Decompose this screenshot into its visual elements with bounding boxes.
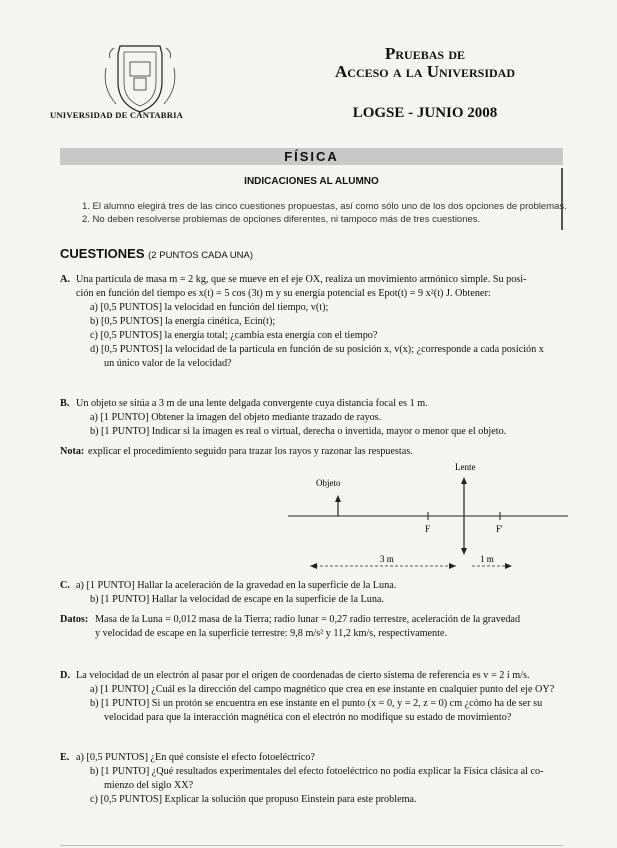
object-distance-label: 3 m <box>380 554 394 564</box>
object-distance-left-head <box>310 563 317 569</box>
question-c-data-line2: y velocidad de escape en la superficie terrestre: 9,8 m/s² y 11,2 km/s, respectivamente. <box>95 628 448 639</box>
lens-bottom-head <box>461 548 467 555</box>
question-c-data-label: Datos: <box>60 614 89 625</box>
exam-session: LOGSE - JUNIO 2008 <box>352 105 498 121</box>
question-c-letter: C. <box>60 580 70 591</box>
questions-heading-text: CUESTIONES <box>60 246 145 261</box>
question-a-line1: Una partícula de masa m = 2 kg, que se mueve en el eje OX, realiza un movimiento armónico simple. Su posi- <box>76 274 527 285</box>
lens-label: Lente <box>455 462 476 472</box>
question-d-line1: La velocidad de un electrón al pasar por el origen de coordenadas de cierto sistema de referencia es v = 2 i m/s. <box>76 670 530 681</box>
exam-title-line1: Pruebas de <box>385 44 465 63</box>
lens-ray-diagram <box>280 458 570 578</box>
page-bottom-rule <box>60 845 563 846</box>
question-c-data-line1: Masa de la Luna = 0,012 masa de la Tierra; radio lunar = 0,27 radio terrestre, aceleración de la gravedad <box>95 614 521 625</box>
focal-distance-label: 1 m <box>480 554 494 564</box>
instructions-box <box>60 168 567 230</box>
question-b-letter: B. <box>60 398 70 409</box>
focal-point-f-label: F <box>425 524 431 534</box>
object-label: Objeto <box>316 478 341 488</box>
object-arrow-head <box>335 495 341 502</box>
question-a-part-d-line2: un único valor de la velocidad? <box>104 358 232 369</box>
question-b-note: explicar el procedimiento seguido para trazar los rayos y razonar las respuestas. <box>88 446 413 457</box>
question-b-part-a: a) [1 PUNTO] Obtener la imagen del objeto mediante trazado de rayos. <box>90 412 382 423</box>
question-a-line2: ción en función del tiempo es x(t) = 5 cos (3t) m y su energía potencial es Epot(t) = 9 x²(t) J. Obtener: <box>76 288 491 299</box>
instruction-item: 1. El alumno elegirá tres de las cinco cuestiones propuestas, así como sólo uno de los dos opciones de problemas. <box>82 201 567 212</box>
question-e-part-a: a) [0,5 PUNTOS] ¿En qué consiste el efecto fotoeléctrico? <box>76 752 315 763</box>
question-e-part-c: c) [0,5 PUNTOS] Explicar la solución que propuso Einstein para este problema. <box>90 794 417 805</box>
object-distance-right-head <box>449 563 456 569</box>
question-d-part-b-line1: b) [1 PUNTO] Si un protón se encuentra en ese instante en el punto (x = 0, y = 2, z = 0) cm ¿cómo ha de ser su <box>90 698 543 709</box>
question-c-part-a: a) [1 PUNTO] Hallar la aceleración de la gravedad en la superficie de la Luna. <box>76 580 397 591</box>
focal-distance-right-head <box>505 563 512 569</box>
question-a-part-d-line1: d) [0,5 PUNTOS] la velocidad de la partícula en función de su posición x, v(x); ¿corresponde a cada posición x <box>90 344 544 355</box>
question-e-part-b-line2: mienzo del siglo XX? <box>104 780 194 791</box>
question-a-part-a: a) [0,5 PUNTOS] la velocidad en función del tiempo, v(t); <box>90 302 329 313</box>
question-b-part-b: b) [1 PUNTO] Indicar si la imagen es real o virtual, derecha o invertida, mayor o menor que el objeto. <box>90 426 507 437</box>
questions-heading <box>60 246 253 261</box>
lens-top-head <box>461 477 467 484</box>
question-d-part-a: a) [1 PUNTO] ¿Cuál es la dirección del campo magnético que crea en ese instante en cualquier punto del eje OY? <box>90 684 555 695</box>
question-d-part-b-line2: velocidad para que la interacción magnética con el electrón no modifique su estado de movimiento? <box>104 712 512 723</box>
subject-bar: FÍSICA <box>60 148 563 165</box>
university-name: UNIVERSIDAD DE CANTABRIA <box>50 110 184 120</box>
question-e-part-b-line1: b) [1 PUNTO] ¿Qué resultados experimentales del efecto fotoeléctrico no podía explicar la Física clásica al co- <box>90 766 544 777</box>
question-b-line1: Un objeto se sitúa a 3 m de una lente delgada convergente cuya distancia focal es 1 m. <box>76 398 428 409</box>
instructions-title: INDICACIONES AL ALUMNO <box>244 176 379 187</box>
university-seal-logo <box>96 38 184 118</box>
instruction-item: 2. No deben resolverse problemas de opciones diferentes, ni tampoco más de tres cuestiones. <box>82 214 481 225</box>
question-c-part-b: b) [1 PUNTO] Hallar la velocidad de escape en la superficie de la Luna. <box>90 594 384 605</box>
question-d-letter: D. <box>60 670 70 681</box>
questions-heading-points: (2 PUNTOS CADA UNA) <box>148 250 254 261</box>
focal-point-f2-label: F' <box>496 524 503 534</box>
question-b-note-label: Nota: <box>60 446 85 457</box>
question-e-letter: E. <box>60 752 70 763</box>
question-a-letter: A. <box>60 274 70 285</box>
exam-title-line2: Acceso a la Universidad <box>335 62 515 81</box>
question-a-part-b: b) [0,5 PUNTOS] la energía cinética, Ecin(t); <box>90 316 276 327</box>
question-a-part-c: c) [0,5 PUNTOS] la energía total; ¿cambia esta energía con el tiempo? <box>90 330 378 341</box>
